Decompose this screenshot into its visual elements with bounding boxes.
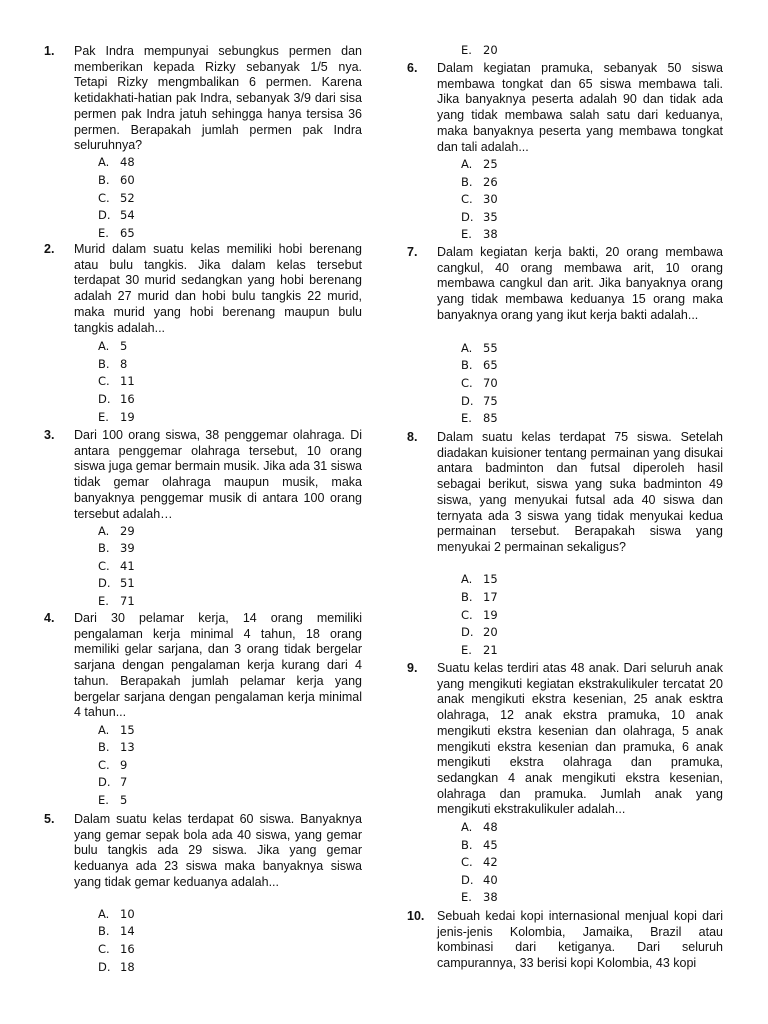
option-5b: B. 14 bbox=[98, 924, 135, 938]
option-9a: A. 48 bbox=[461, 820, 498, 834]
question-1 bbox=[44, 44, 362, 154]
option-8b: B. 17 bbox=[461, 590, 498, 604]
question-text: Dari 30 pelamar kerja, 14 orang memiliki pengalaman kerja minimal 4 tahun, 18 orang memiliki gelar sarjana, dan 3 orang tidak bergelar sarjana dengan pengalaman kerja kurang dari 4 tahun. Berapakah jumlah pelamar kerja yang bergelar sarjana dengan pengalaman kerja minimal 4 tahun... bbox=[74, 611, 362, 720]
question-number: 6. bbox=[407, 61, 418, 75]
option-8d: D. 20 bbox=[461, 625, 498, 639]
question-number: 5. bbox=[44, 812, 55, 826]
question-7 bbox=[407, 245, 723, 324]
option-6d: D. 35 bbox=[461, 210, 498, 224]
question-3 bbox=[44, 428, 362, 522]
option-1b: B. 60 bbox=[98, 173, 135, 187]
question-number: 1. bbox=[44, 44, 55, 58]
option-3a: A. 29 bbox=[98, 524, 135, 538]
option-9b: B. 45 bbox=[461, 838, 498, 852]
question-text: Pak Indra mempunyai sebungkus permen dan memberikan kepada Rizky sebanyak 1/5 nya. Tetapi Rizky mengmbalikan 6 permen. Karena ketidakhati-hatian pak Indra, sebanyak 3/9 dari sisa permen pak Indra jatuh sehingga hanya tersisa 36 permen. Berapakah jumlah permen pak Indra seluruhnya? bbox=[74, 44, 362, 153]
option-3b: B. 39 bbox=[98, 541, 135, 555]
option-5e: E. 20 bbox=[461, 43, 498, 57]
question-number: 7. bbox=[407, 245, 418, 259]
option-8e: E. 21 bbox=[461, 643, 498, 657]
option-4c: C. 9 bbox=[98, 758, 128, 772]
option-7b: B. 65 bbox=[461, 358, 498, 372]
question-text: Murid dalam suatu kelas memiliki hobi berenang atau bulu tangkis. Jika dalam kelas tersebut terdapat 30 murid sedangkan yang hobi berenang adalah 27 murid dan hobi bulu tangkis 22 murid, maka murid yang hobi berenang maupun bulu tangkis adalah... bbox=[74, 242, 362, 335]
option-7c: C. 70 bbox=[461, 376, 498, 390]
question-6 bbox=[407, 61, 723, 155]
option-6e: E. 38 bbox=[461, 227, 498, 241]
option-9d: D. 40 bbox=[461, 873, 498, 887]
option-1a: A. 48 bbox=[98, 155, 135, 169]
option-1e: E. 65 bbox=[98, 226, 135, 240]
question-2 bbox=[44, 242, 362, 336]
question-number: 9. bbox=[407, 661, 418, 675]
question-text: Dalam kegiatan pramuka, sebanyak 50 siswa membawa tongkat dan 65 siswa membawa tali. Jika banyaknya peserta adalah 90 dan tidak ada yang tidak membawa salah satu dari keduanya, maka banyaknya peserta yang membawa tongkat dan tali adalah... bbox=[437, 61, 723, 154]
option-6b: B. 26 bbox=[461, 175, 498, 189]
question-5 bbox=[44, 812, 362, 891]
option-3c: C. 41 bbox=[98, 559, 135, 573]
option-2c: C. 11 bbox=[98, 374, 135, 388]
option-9e: E. 38 bbox=[461, 890, 498, 904]
question-number: 3. bbox=[44, 428, 55, 442]
question-4 bbox=[44, 611, 362, 721]
option-4d: D. 7 bbox=[98, 775, 128, 789]
question-text: Sebuah kedai kopi internasional menjual kopi dari jenis-jenis Kolombia, Jamaika, Brazil atau kombinasi dari ketiganya. Dari seluruh campurannya, 33 berisi kopi Kolombia, 43 kopi bbox=[437, 909, 723, 971]
question-number: 4. bbox=[44, 611, 55, 625]
option-1d: D. 54 bbox=[98, 208, 135, 222]
option-2a: A. 5 bbox=[98, 339, 128, 353]
option-3d: D. 51 bbox=[98, 576, 135, 590]
option-4a: A. 15 bbox=[98, 723, 135, 737]
option-5d: D. 18 bbox=[98, 960, 135, 974]
option-7a: A. 55 bbox=[461, 341, 498, 355]
option-5c: C. 16 bbox=[98, 942, 135, 956]
question-number: 2. bbox=[44, 242, 55, 256]
question-number: 8. bbox=[407, 430, 418, 444]
option-2d: D. 16 bbox=[98, 392, 135, 406]
question-8 bbox=[407, 430, 723, 556]
option-3e: E. 71 bbox=[98, 594, 135, 608]
option-4b: B. 13 bbox=[98, 740, 135, 754]
question-text: Suatu kelas terdiri atas 48 anak. Dari seluruh anak yang mengikuti kegiatan ekstrakulikuler tercatat 20 anak mengikuti ekstra kesenian, 25 anak esktra olahraga, 12 anak ekstra pramuka, 10 anak mengikuti ekstra kesenian dan olahraga, 5 anak mengikuti ekstra kesenian dan pramuka, 6 anak mengikuti ekstra olahraga dan pramuka, sedangkan 4 anak mengikuti ekstra kesenian, olahraga dan pramuka. Jumlah anak yang mengikuti ekstrakulikuler adalah... bbox=[437, 661, 723, 817]
option-5a: A. 10 bbox=[98, 907, 135, 921]
option-7e: E. 85 bbox=[461, 411, 498, 425]
option-9c: C. 42 bbox=[461, 855, 498, 869]
option-7d: D. 75 bbox=[461, 394, 498, 408]
option-4e: E. 5 bbox=[98, 793, 128, 807]
option-2e: E. 19 bbox=[98, 410, 135, 424]
question-text: Dari 100 orang siswa, 38 penggemar olahraga. Di antara penggemar olahraga tersebut, 10 orang siswa juga gemar bermain musik. Jika ada 31 siswa tidak gemar olahraga maupun musik, maka banyaknya penggemar musik di antara 100 orang tersebut adalah… bbox=[74, 428, 362, 521]
option-6a: A. 25 bbox=[461, 157, 498, 171]
option-6c: C. 30 bbox=[461, 192, 498, 206]
option-8c: C. 19 bbox=[461, 608, 498, 622]
question-text: Dalam suatu kelas terdapat 60 siswa. Banyaknya yang gemar sepak bola ada 40 siswa, yang gemar bulu tangkis ada 29 siswa. Jika yang gemar keduanya ada 23 siswa maka banyaknya siswa yang tidak gemar keduanya adalah... bbox=[74, 812, 362, 889]
option-2b: B. 8 bbox=[98, 357, 128, 371]
question-10 bbox=[407, 909, 723, 972]
question-9 bbox=[407, 661, 723, 818]
option-1c: C. 52 bbox=[98, 191, 135, 205]
question-text: Dalam kegiatan kerja bakti, 20 orang membawa cangkul, 40 orang membawa arit, 10 orang membawa cangkul dan arit. Jika banyaknya orang yang tidak membawa keduanya 15 orang maka banyaknya orang yang ikut kerja bakti adalah... bbox=[437, 245, 723, 322]
question-text: Dalam suatu kelas terdapat 75 siswa. Setelah diadakan kuisioner tentang permainan yang disukai antara badminton dan futsal diperoleh hasil sebagai berikut, siswa yang suka badminton 49 siswa, yang menyukai futsal ada 40 siswa dan ternyata ada 3 siswa yang tidak menyukai kedua permainan tersebut. Berapakah siswa yang menyukai 2 permainan sekaligus? bbox=[437, 430, 723, 554]
question-number: 10. bbox=[407, 909, 425, 923]
option-8a: A. 15 bbox=[461, 572, 498, 586]
